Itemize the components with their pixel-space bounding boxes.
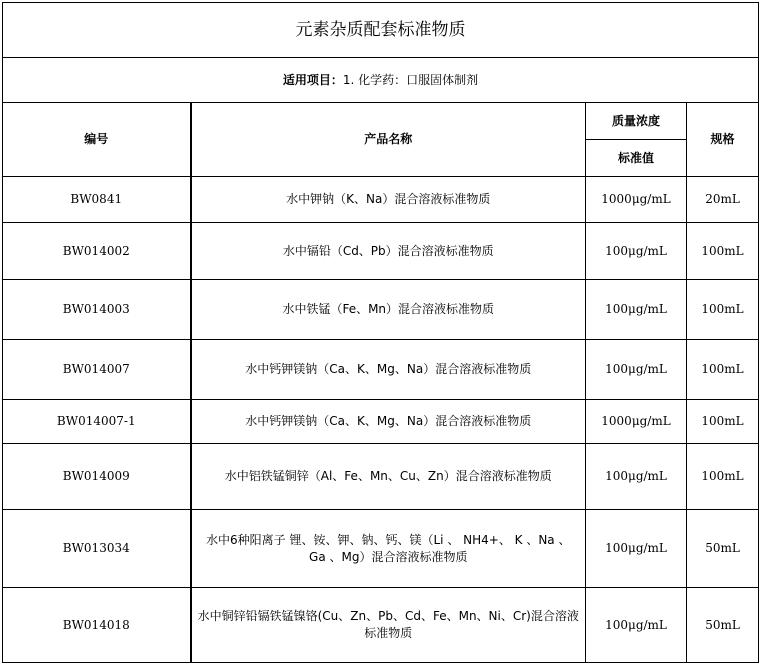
header-row-1 (3, 103, 759, 140)
scope-cell (3, 58, 759, 103)
table-row (3, 223, 759, 280)
cell-code: BW014003 (3, 280, 191, 340)
cell-spec: 100mL (687, 444, 759, 510)
cell-standard-value: 100μg/mL (586, 588, 687, 663)
table-title: 元素杂质配套标准物质 (3, 3, 759, 58)
cell-product-name: 水中铝铁锰铜锌（Al、Fe、Mn、Cu、Zn）混合溶液标准物质 (191, 444, 586, 510)
cell-standard-value: 100μg/mL (586, 340, 687, 400)
header-product-name: 产品名称 (191, 103, 586, 177)
cell-spec: 50mL (687, 588, 759, 663)
cell-standard-value: 100μg/mL (586, 223, 687, 280)
scope-value: 1. 化学药：口服固体制剂 (342, 72, 479, 87)
table-row (3, 340, 759, 400)
cell-product-name: 水中钙钾镁钠（Ca、K、Mg、Na）混合溶液标准物质 (191, 340, 586, 400)
table-row (3, 588, 759, 663)
cell-code: BW0841 (3, 177, 191, 223)
title-row (3, 3, 759, 58)
cell-code: BW013034 (3, 510, 191, 588)
cell-product-name: 水中钙钾镁钠（Ca、K、Mg、Na）混合溶液标准物质 (191, 400, 586, 444)
cell-code: BW014009 (3, 444, 191, 510)
header-code: 编号 (3, 103, 191, 177)
cell-spec: 20mL (687, 177, 759, 223)
header-standard-value: 标准值 (586, 140, 687, 177)
scope-row (3, 58, 759, 103)
table-row (3, 510, 759, 588)
cell-standard-value: 1000μg/mL (586, 177, 687, 223)
cell-standard-value: 100μg/mL (586, 444, 687, 510)
cell-code: BW014002 (3, 223, 191, 280)
cell-product-name: 水中铜锌铅镉铁锰镍铬(Cu、Zn、Pb、Cd、Fe、Mn、Ni、Cr)混合溶液标准物质 (191, 588, 586, 663)
cell-code: BW014007 (3, 340, 191, 400)
table-row (3, 444, 759, 510)
cell-standard-value: 100μg/mL (586, 510, 687, 588)
table-row (3, 280, 759, 340)
cell-spec: 100mL (687, 223, 759, 280)
table-row (3, 177, 759, 223)
cell-standard-value: 1000μg/mL (586, 400, 687, 444)
cell-product-name: 水中镉铅（Cd、Pb）混合溶液标准物质 (191, 223, 586, 280)
header-concentration: 质量浓度 (586, 103, 687, 140)
cell-product-name: 水中钾钠（K、Na）混合溶液标准物质 (191, 177, 586, 223)
header-spec: 规格 (687, 103, 759, 177)
table-row (3, 400, 759, 444)
cell-spec: 100mL (687, 280, 759, 340)
cell-code: BW014018 (3, 588, 191, 663)
standards-table (2, 2, 759, 663)
cell-spec: 50mL (687, 510, 759, 588)
cell-product-name: 水中铁锰（Fe、Mn）混合溶液标准物质 (191, 280, 586, 340)
cell-standard-value: 100μg/mL (586, 280, 687, 340)
cell-product-name: 水中6种阳离子 锂、铵、钾、钠、钙、镁（Li 、 NH4+、 K 、Na 、 Ga 、Mg）混合溶液标准物质 (191, 510, 586, 588)
cell-spec: 100mL (687, 400, 759, 444)
scope-label: 适用项目： (282, 72, 343, 87)
cell-code: BW014007-1 (3, 400, 191, 444)
cell-spec: 100mL (687, 340, 759, 400)
